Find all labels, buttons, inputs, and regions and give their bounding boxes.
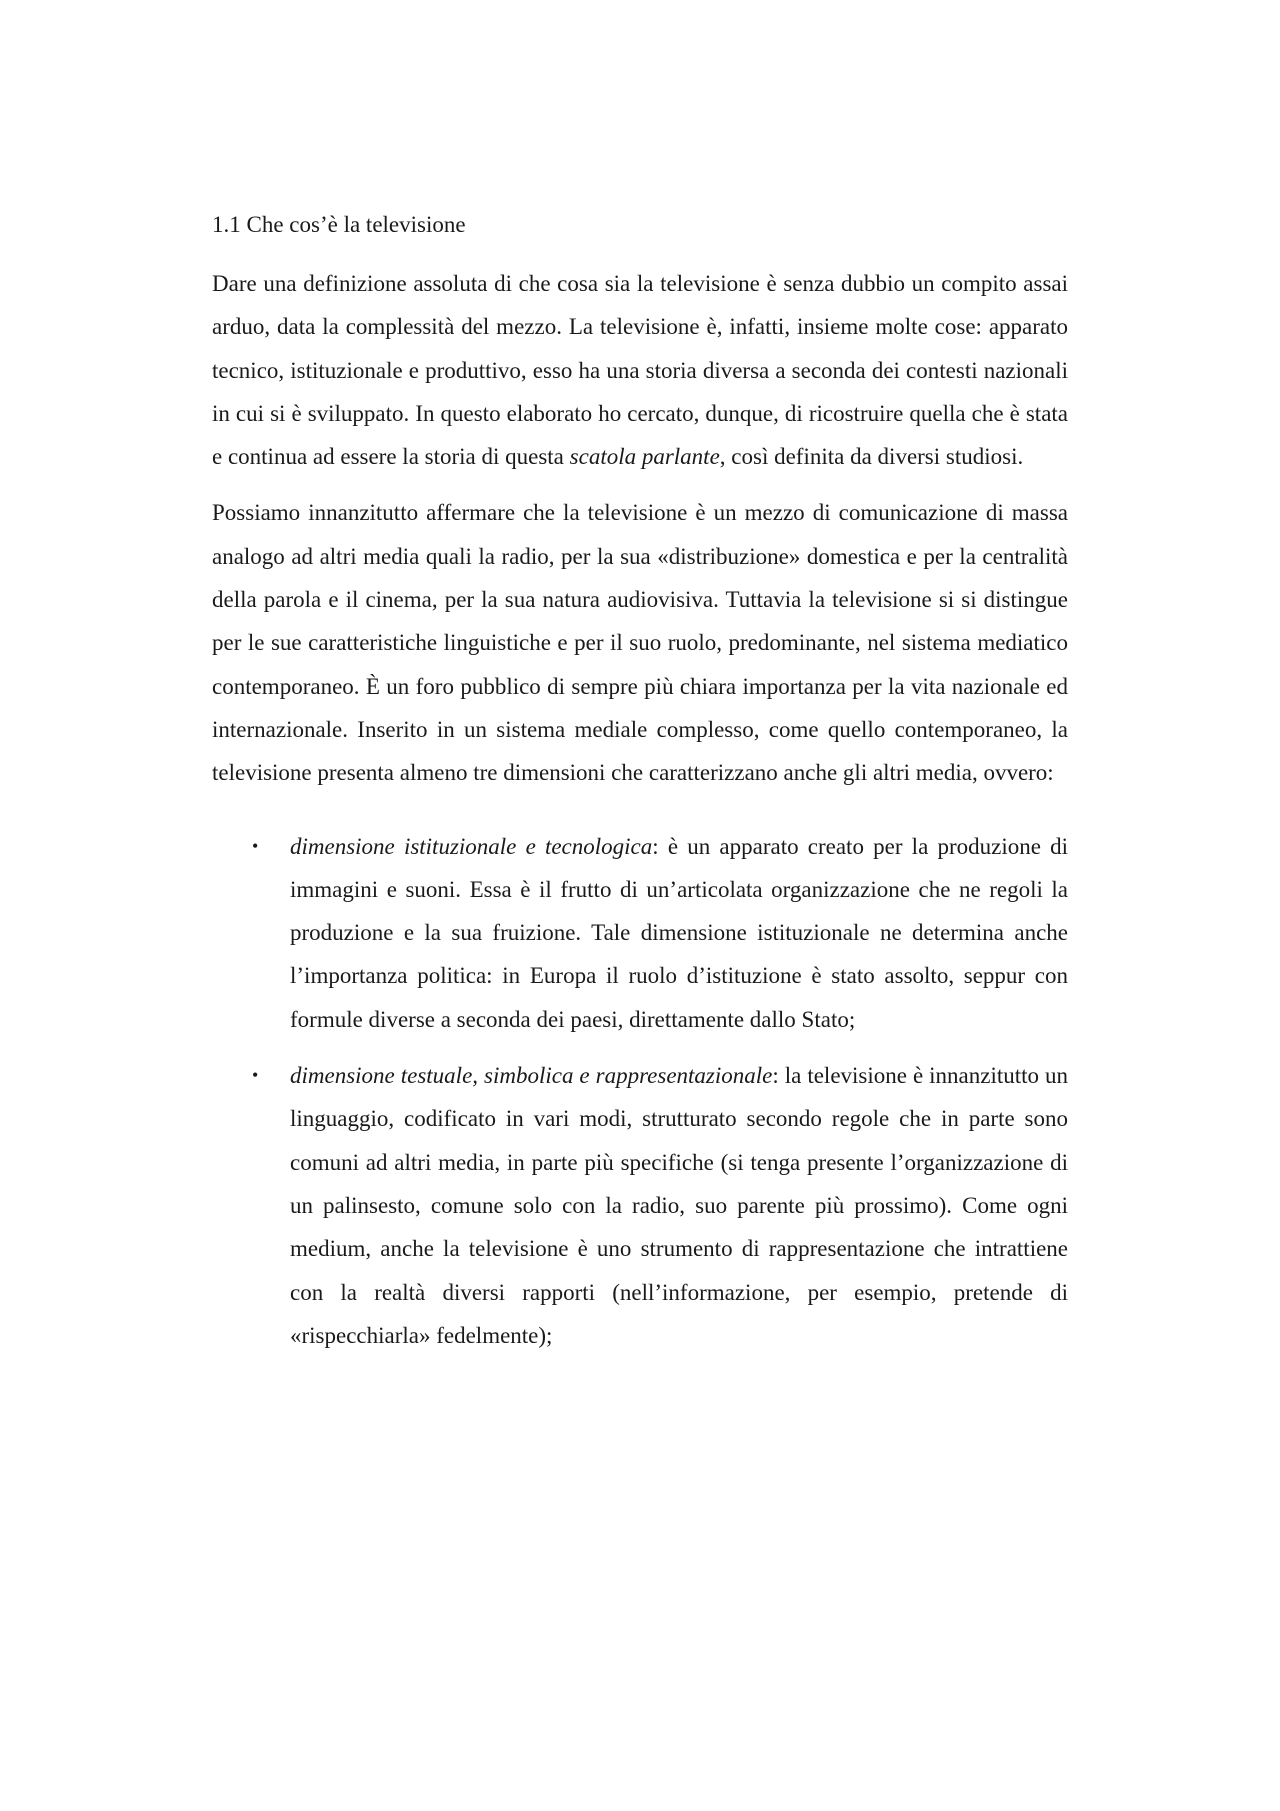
paragraph-intro (212, 262, 1068, 478)
italic-phrase: scatola parlante (569, 444, 720, 470)
list-item (212, 1054, 1068, 1357)
bullet-icon: • (252, 1065, 259, 1086)
list-item-text: : la televisione è innanzitutto un linguaggio, codificato in vari modi, strutturato secondo regole che in parte sono comuni ad altri media, in parte più specifiche (si tenga presente l’organizzazione di un palinsesto, comune solo con la radio, suo parente più prossimo). Come ogni medium, anche la televisione è uno strumento di rappresentazione che intrattiene con la realtà diversi rapporti (nell’informazione, per esempio, pretende di «rispecchiarla» fedelmente); (290, 1063, 1068, 1348)
dimension-list (212, 825, 1068, 1358)
bullet-icon: • (252, 835, 259, 856)
paragraph-text: , così definita da diversi studiosi. (719, 444, 1024, 470)
section-heading: 1.1 Che cos’è la televisione (212, 212, 466, 237)
list-item (212, 825, 1068, 1041)
document-page (212, 210, 1068, 1370)
paragraph-body (212, 491, 1068, 794)
paragraph-text: Dare una definizione assoluta di che cosa sia la televisione è senza dubbio un compito assai arduo, data la complessità del mezzo. La televisione è, infatti, insieme molte cose: apparato tecnico, istituzionale e produttivo, esso ha una storia diversa a seconda dei contesti nazionali in cui si è sviluppato. In questo elaborato ho cercato, dunque, di ricostruire quella che è stata e continua ad essere la storia di questa (212, 271, 1068, 470)
paragraph-text: Possiamo innanzitutto affermare che la televisione è un mezzo di comunicazione di massa analogo ad altri media quali la radio, per la sua «distribuzione» domestica e per la centralità della parola e il cinema, per la sua natura audiovisiva. Tuttavia la televisione si si distingue per le sue caratteristiche linguistiche e per il suo ruolo, predominante, nel sistema mediatico contemporaneo. È un foro pubblico di sempre più chiara importanza per la vita nazionale ed internazionale. Inserito in un sistema mediale complesso, come quello contemporaneo, la televisione presenta almeno tre dimensioni che caratterizzano anche gli altri media, ovvero: (212, 500, 1068, 786)
list-item-term: dimensione istituzionale e tecnologica (290, 833, 653, 859)
list-item-text: : è un apparato creato per la produzione di immagini e suoni. Essa è il frutto di un’articolata organizzazione che ne regoli la produzione e la sua fruizione. Tale dimensione istituzionale ne determina anche l’importanza politica: in Europa il ruolo d’istituzione è stato assolto, seppur con formule diverse a seconda dei paesi, direttamente dallo Stato; (290, 833, 1068, 1032)
list-item-term: dimensione testuale, simbolica e rappresentazionale (290, 1063, 773, 1089)
